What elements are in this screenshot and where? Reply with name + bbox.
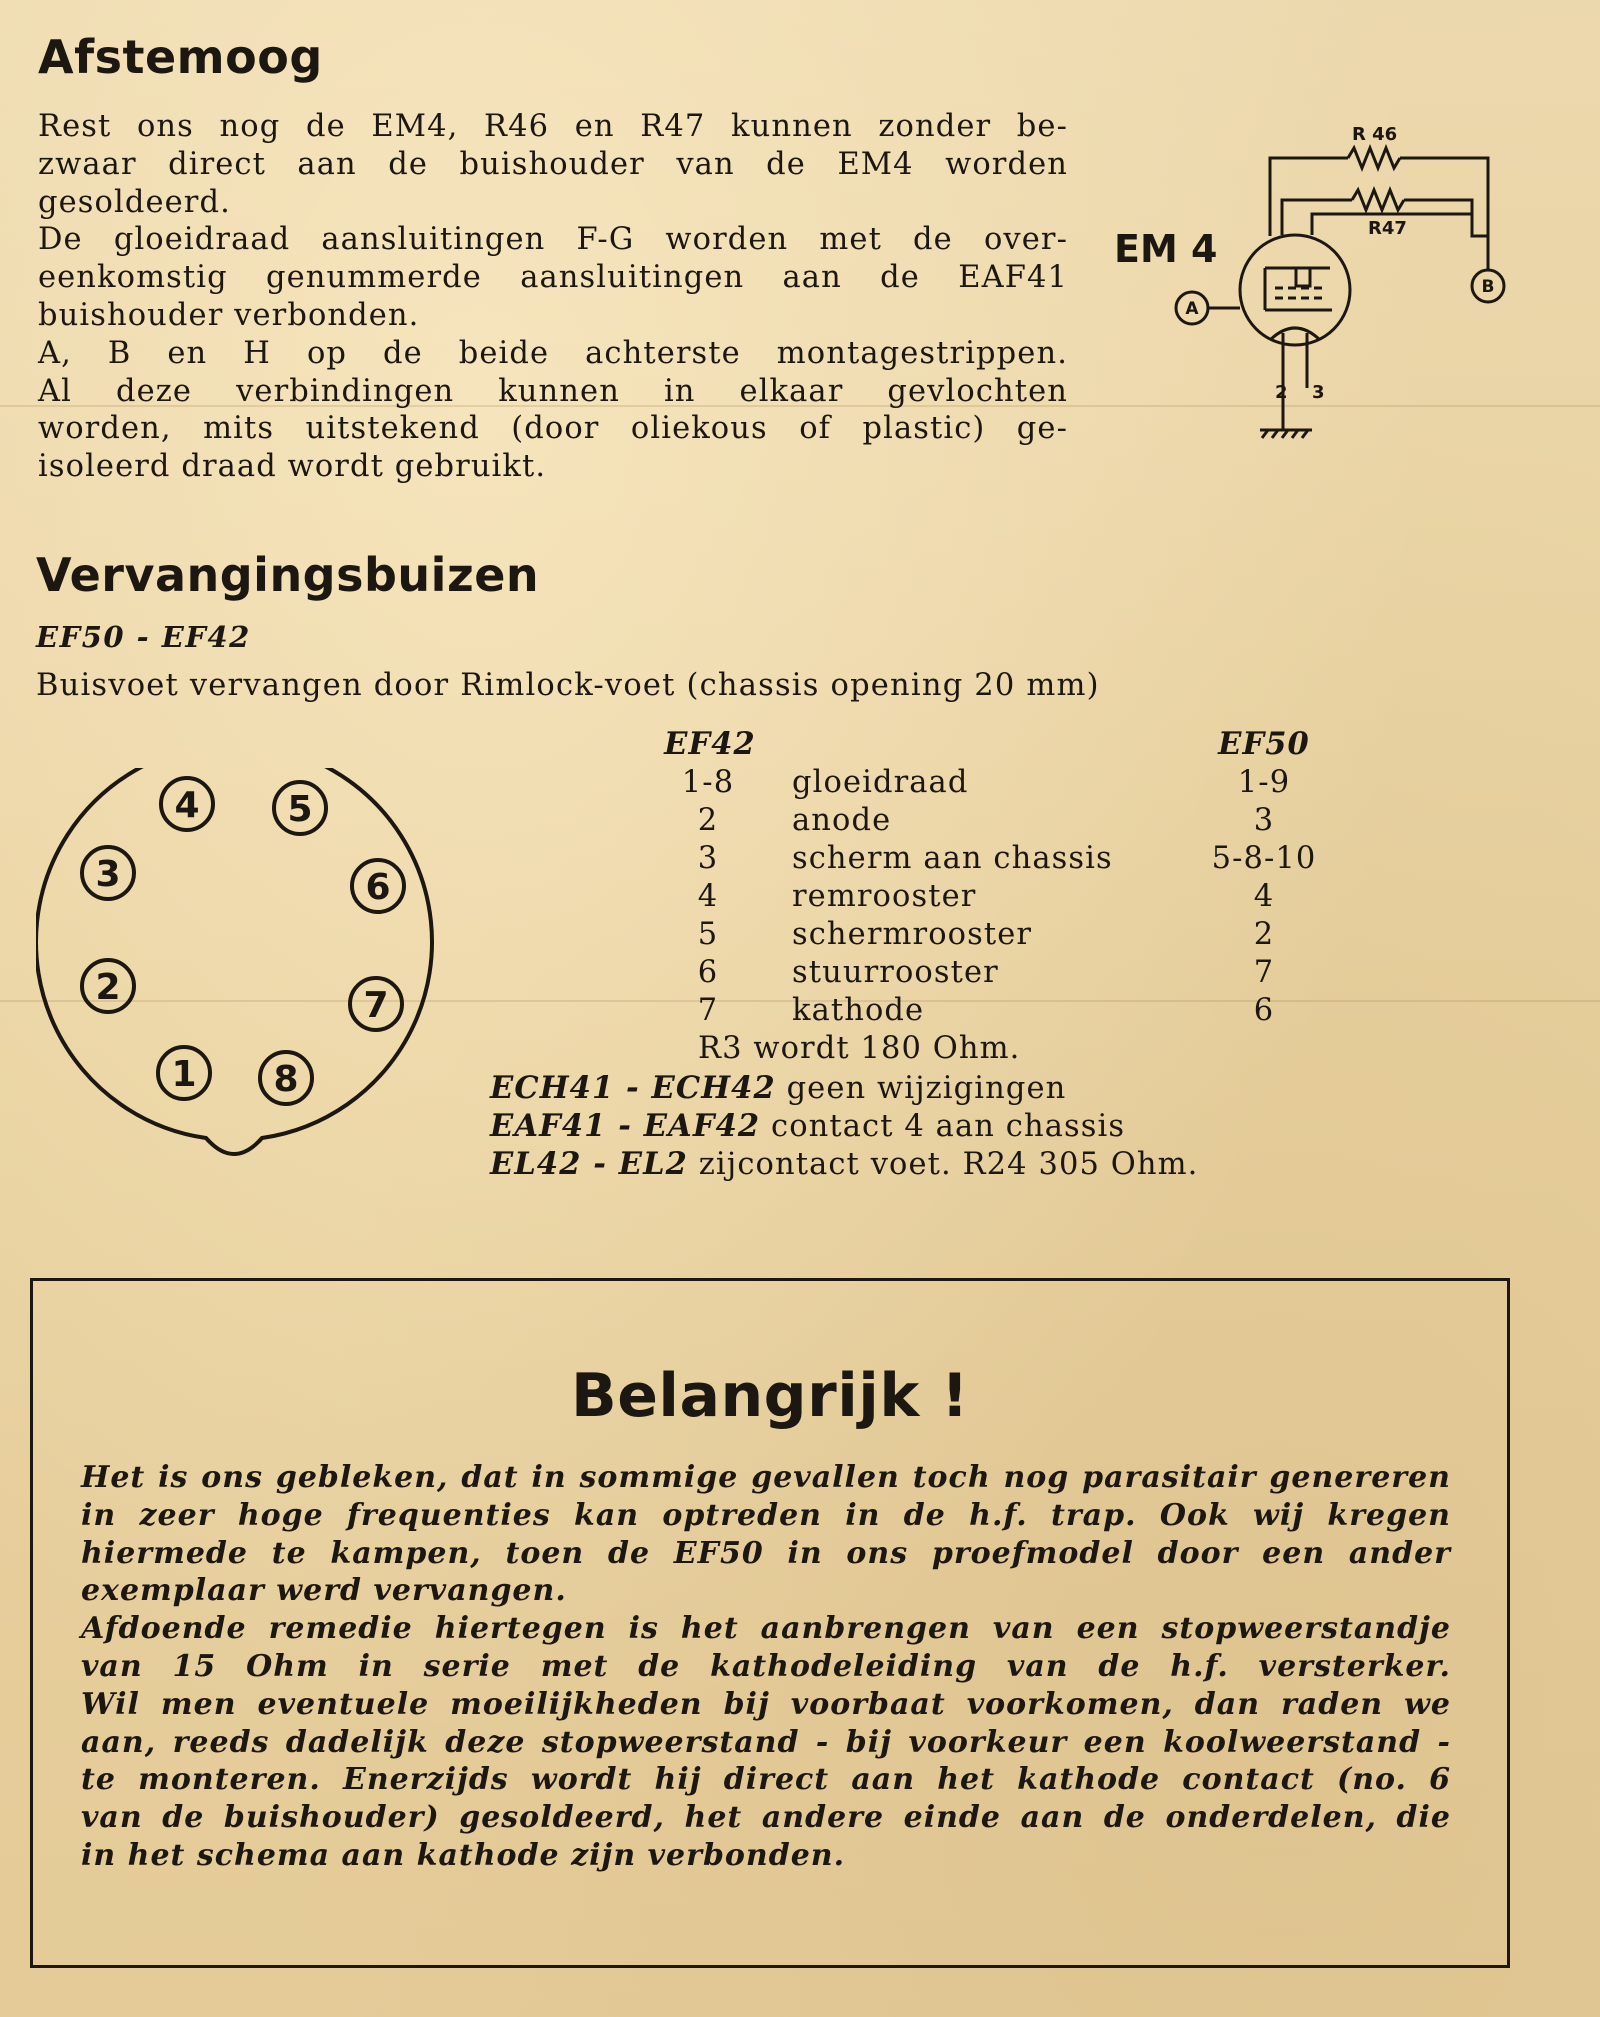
table-header-ef50: EF50 [1218, 726, 1310, 762]
table-cell-function: gloeidraad [792, 765, 969, 800]
text-line: van 15 Ohm in serie met de kathodeleiding van de h.f. versterker. [81, 1648, 1451, 1684]
text-line: Rest ons nog de EM4, R46 en R47 kunnen zonder be- [38, 109, 1068, 144]
table-cell-ef42: 3 [697, 841, 719, 876]
afstemoog-paragraph [38, 108, 1068, 486]
text-line: De gloeidraad aansluitingen F-G worden met de over- [38, 222, 1068, 258]
em4-label: EM 4 [1114, 227, 1218, 271]
pin-label-3: 3 [95, 854, 121, 895]
table-cell-function: schermrooster [792, 917, 1033, 952]
table-cell-ef50: 3 [1253, 803, 1275, 838]
belangrijk-notice-box [30, 1278, 1510, 1968]
em4-wiring-diagram [1100, 118, 1520, 458]
notice-title: Belangrijk ! [570, 1361, 970, 1431]
substitution-text: geen wijzigingen [786, 1071, 1067, 1106]
text-line: Afdoende remedie hiertegen is het aanbrengen van een stopweerstandje [81, 1611, 1451, 1647]
terminal-b-label: B [1481, 277, 1495, 297]
pin-label-4: 4 [174, 785, 200, 826]
pin-label-5: 5 [287, 789, 313, 830]
text-line: gesoldeerd. [38, 184, 231, 220]
table-cell-ef50: 7 [1253, 955, 1275, 990]
table-cell-ef42: 1-8 [681, 765, 735, 800]
table-cell-ef42: 7 [697, 993, 719, 1028]
text-line: aan, reeds dadelijk deze stopweerstand - bij voorkeur een koolweerstand - [81, 1724, 1451, 1760]
socket-intro: Buisvoet vervangen door Rimlock-voet (chassis opening 20 mm) [36, 668, 1100, 703]
table-cell-function: scherm aan chassis [792, 841, 1113, 876]
table-cell-function: anode [792, 803, 892, 838]
substitution-line [490, 1146, 1198, 1182]
resistor-r47 [1352, 190, 1404, 210]
text-line: Het is ons gebleken, dat in sommige gevallen toch nog parasitair genereren [81, 1460, 1451, 1495]
text-line: in zeer hoge frequenties kan optreden in de h.f. trap. Ook wij kregen [81, 1497, 1451, 1533]
table-cell-function: stuurrooster [792, 955, 999, 990]
table-cell-ef42: 6 [697, 955, 719, 990]
substitution-text: zijcontact voet. R24 305 Ohm. [698, 1147, 1199, 1182]
text-line: A, B en H op de beide achterste montagestrippen. [38, 335, 1068, 371]
pin-label-7: 7 [363, 985, 389, 1026]
section-title-afstemoog: Afstemoog [38, 30, 323, 84]
text-line: worden, mits uitstekend (door oliekous of plastic) ge- [38, 411, 1068, 447]
substitution-tubes: ECH41 - ECH42 [490, 1070, 776, 1106]
text-line: in het schema aan kathode zijn verbonden. [81, 1837, 846, 1873]
text-line: hiermede te kampen, toen de EF50 in ons proefmodel door een ander [81, 1535, 1451, 1571]
notice-text [81, 1459, 1451, 1875]
table-cell-ef50: 4 [1253, 879, 1275, 914]
text-line: exemplaar werd vervangen. [81, 1573, 567, 1609]
text-line: Wil men eventuele moeilijkheden bij voorbaat voorkomen, dan raden we [81, 1686, 1451, 1722]
text-line: Al deze verbindingen kunnen in elkaar gevlochten [38, 373, 1068, 409]
table-cell-ef50: 1-9 [1237, 765, 1291, 800]
pin-2-label: 2 [1275, 382, 1288, 403]
em4-tube-base [1270, 328, 1320, 340]
text-line: van de buishouder) gesoldeerd, het andere einde aan de onderdelen, die [81, 1800, 1451, 1836]
table-cell-ef42: 5 [697, 917, 719, 952]
substitution-tubes: EAF41 - EAF42 [490, 1108, 761, 1144]
substitution-text: contact 4 aan chassis [771, 1109, 1126, 1144]
table-header-ef42: EF42 [664, 726, 756, 762]
table-cell-ef50: 5-8-10 [1211, 841, 1317, 876]
pin-label-2: 2 [95, 967, 121, 1008]
table-cell-function: kathode [792, 993, 925, 1028]
text-line: zwaar direct aan de buishouder van de EM4 worden [38, 146, 1068, 182]
pin-3-label: 3 [1312, 382, 1325, 403]
rimlock-socket-diagram [36, 768, 446, 1168]
pin-label-1: 1 [171, 1054, 197, 1095]
pin-label-8: 8 [273, 1059, 299, 1100]
table-note: R3 wordt 180 Ohm. [698, 1031, 1021, 1066]
table-cell-ef50: 2 [1253, 917, 1275, 952]
table-cell-function: remrooster [792, 879, 977, 914]
substitution-line [490, 1070, 1066, 1106]
table-cell-ef42: 2 [697, 803, 719, 838]
resistor-r46 [1348, 148, 1400, 168]
substitution-line [490, 1108, 1125, 1144]
text-line: buishouder verbonden. [38, 297, 420, 333]
table-cell-ef50: 6 [1253, 993, 1275, 1028]
table-cell-ef42: 4 [697, 879, 719, 914]
text-line: eenkomstig genummerde aansluitingen aan de EAF41 [38, 260, 1068, 296]
tube-reference: EF50 - EF42 [36, 620, 251, 654]
r46-label: R 46 [1352, 124, 1398, 145]
text-line: isoleerd draad wordt gebruikt. [38, 449, 547, 485]
substitution-tubes: EL42 - EL2 [490, 1146, 688, 1182]
r47-label: R47 [1368, 218, 1407, 239]
section-title-vervangingsbuizen: Vervangingsbuizen [36, 548, 540, 602]
text-line: te monteren. Enerzijds wordt hij direct aan het kathode contact (no. 6 [81, 1762, 1451, 1798]
terminal-a-label: A [1185, 299, 1199, 319]
pin-label-6: 6 [365, 867, 391, 908]
